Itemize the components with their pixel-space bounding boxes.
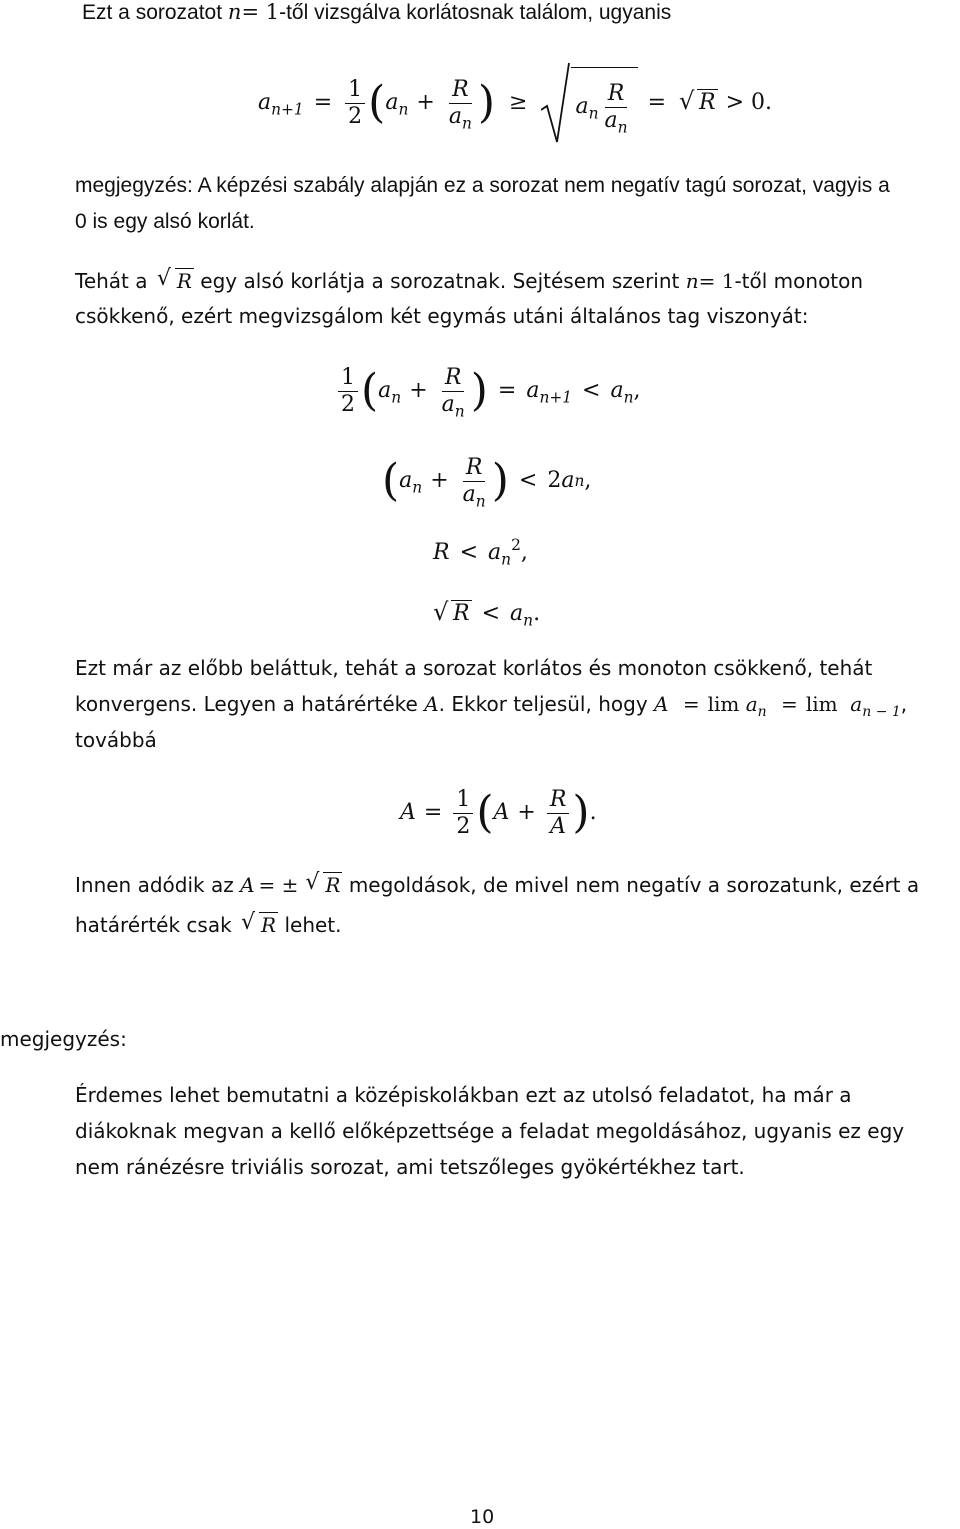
note2-line1: Érdemes lehet bemutatni a középiskolákban ezt az utolsó feladatot, ha már a xyxy=(75,1083,852,1107)
fraction-r-over-an: $\frac{R}{a_n}$ xyxy=(604,81,628,136)
note2-heading: megjegyzés: xyxy=(0,1027,127,1051)
note1-line1: megjegyzés: A képzési szabály alapján ez a sorozat nem negatív tagú sorozat, vagyis a xyxy=(75,174,890,197)
para3-line2: konvergens. Legyen a határértéke A. Ekkor teljesül, hogy $A = \lim a_n = \lim a_{n - 1}$, xyxy=(75,692,908,720)
para4-line1: Innen adódik az A = ±√ R megoldások, de mivel nem negatív a sorozatunk, ezért a xyxy=(75,872,919,897)
sqrt-r: √ R xyxy=(241,912,278,937)
note2-line3: nem ránézésre triviális sorozat, ami tetszőleges gyökértékhez tart. xyxy=(75,1155,745,1179)
para2-line2: csökkenő, ezért megvizsgálom két egymás utáni általános tag viszonyát: xyxy=(75,304,809,328)
radical-sign-icon xyxy=(541,62,571,144)
eq-sign: = xyxy=(313,89,333,115)
para3-line3: továbbá xyxy=(75,728,157,752)
sqrt-r: √ R xyxy=(305,872,342,897)
geq-sign: ≥ xyxy=(509,89,528,115)
intro-line xyxy=(82,0,671,25)
para3-line1: Ezt már az előbb beláttuk, tehát a sorozat korlátos és monoton csökkenő, tehát xyxy=(75,656,873,680)
math-n: n xyxy=(227,0,242,24)
big-sqrt xyxy=(541,62,637,144)
gt-zero: > 0. xyxy=(725,89,773,115)
derivation-step-1: $\frac{1}{2}$ ( $a_n$ + $\frac{R}{a_n}$ ) = $a_{n+1}$ < $a_n$ , xyxy=(335,358,641,424)
fraction-half: $\frac{1}{2}$ xyxy=(338,365,358,417)
fraction-r-over-an: $\frac{R}{a_n}$ xyxy=(441,365,465,420)
para2-line1: Tehát a √ R egy alsó korlátja a sorozatnak. Sejtésem szerint n= 1-től monoton xyxy=(75,268,863,293)
sqrt-r: √ R xyxy=(157,268,194,293)
paren-right: ) xyxy=(477,77,496,128)
paren-left: ( xyxy=(368,77,386,128)
sqrt-r: √ R xyxy=(433,600,472,627)
note1-line2: 0 is egy alsó korlát. xyxy=(75,210,255,233)
intro-text-2: -től vizsgálva korlátosnak találom, ugyanis xyxy=(279,1,672,24)
term-a-n: $a_n$ xyxy=(575,93,599,123)
intro-text: Ezt a sorozatot xyxy=(82,1,228,24)
fraction-r-over-a: $\frac{R}{A}$ xyxy=(547,787,570,839)
equation-amgm xyxy=(258,58,772,148)
math-eq-one: = 1 xyxy=(241,0,280,24)
note2-line2: diákoknak megvan a kellő előképzettsége a feladat megoldásához, ugyanis ez egy xyxy=(75,1119,905,1143)
derivation-step-4: √ $R < a_n$. xyxy=(430,600,540,627)
fraction-r-over-an: $\frac{R}{a_n}$ xyxy=(462,455,486,510)
plus-sign: + xyxy=(416,89,435,115)
eq-sign: = xyxy=(647,89,667,115)
term-a-n1: $a_{n+1}$ xyxy=(258,89,304,119)
fraction-half: $\frac{1}{2}$ xyxy=(345,77,365,129)
term-a-n: $a_n$ xyxy=(385,89,409,119)
para4-line2: határérték csak √ R lehet. xyxy=(75,912,342,937)
equation-limit: A = $\frac{1}{2}$ ( A + $\frac{R}{A}$ ) . xyxy=(400,787,597,839)
derivation-step-2: ( $a_n$ + $\frac{R}{a_n}$ ) < 2 a n , xyxy=(382,455,592,510)
derivation-step-3: $R < a_n^2$, xyxy=(433,535,528,569)
fraction-r-over-an: $\frac{R}{a_n}$ xyxy=(448,77,472,132)
sqrt-r: √ R xyxy=(679,89,718,116)
fraction-half: $\frac{1}{2}$ xyxy=(453,787,473,839)
page-number: 10 xyxy=(470,1506,495,1528)
